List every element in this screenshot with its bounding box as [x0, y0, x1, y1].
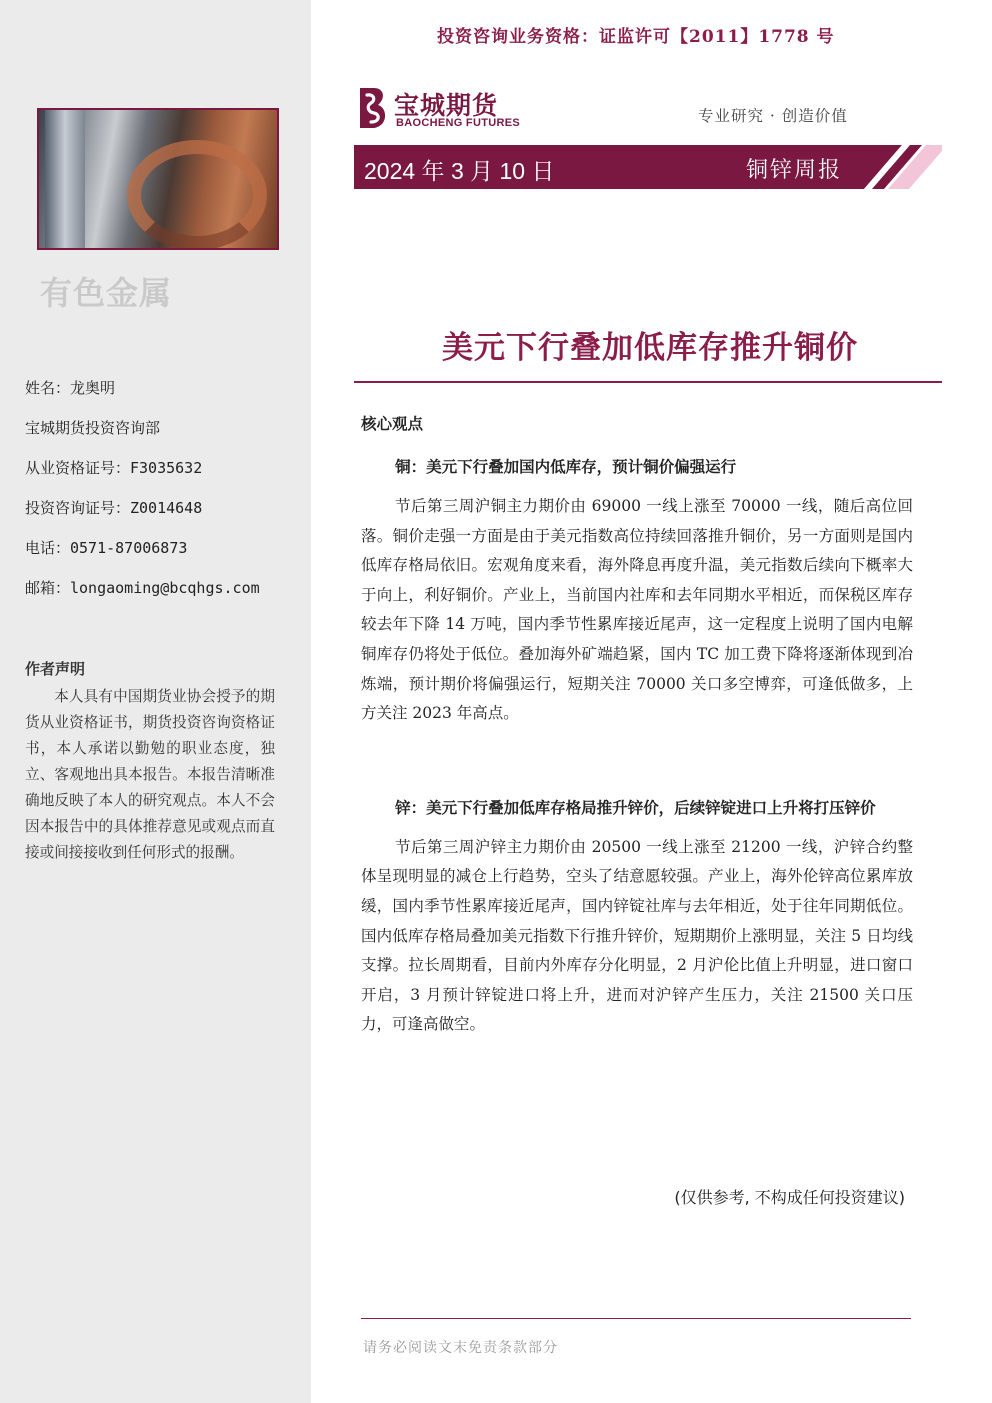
zinc-paragraph: 节后第三周沪锌主力期价由 20500 一线上涨至 21200 一线，沪锌合约整体呈现明显的减仓上行趋势，空头了结意愿较强。产业上，海外伦锌高位累库放缓，国内季节性累库接近尾声，国内锌锭社库与去年相近，处于往年同期低位。国内低库存格局叠加美元指数下行推升锌价，短期期价上涨明显，关注 5 日均线支撑。拉长周期看，目前内外库存分化明显，2 月沪伦比值上升明显，进口窗口开启，3 月预计锌锭进口将上升，进而对沪锌产生压力，关注 21500 关口压力，可逢高做空。 [361, 837, 913, 1034]
declaration-body: 本人具有中国期货业协会授予的期货从业资格证书，期货投资咨询资格证书，本人承诺以勤勉的职业态度，独立、客观地出具本报告。本报告清晰准确地反映了本人的研究观点。本人不会因本报告中的具体推荐意见或观点而直接或间接接收到任何形式的报酬。 [25, 688, 275, 861]
declaration-title: 作者声明 [25, 660, 86, 678]
author-phone: 电话：0571-87006873 [25, 539, 188, 557]
copper-paragraph: 节后第三周沪铜主力期价由 69000 一线上涨至 70000 一线，随后高位回落。铜价走强一方面是由于美元指数高位持续回落推升铜价，另一方面则是国内低库存格局依旧。宏观角度来看，海外降息再度升温，美元指数后续向下概率大于向上，利好铜价。产业上，当前国内社库和去年同期水平相近，而保税区库存较去年下降 14 万吨，国内季节性累库接近尾声，这一定程度上说明了国内电解铜库存仍将处于低位。叠加海外矿端趋紧，国内 TC 加工费下降将逐渐体现到冶炼端，预计期价将偏强运行，短期关注 70000 关口多空博弈，可逢低做多，上方关注 2023 年高点。 [361, 497, 913, 723]
date-banner [354, 145, 942, 189]
report-date: 2024 年 3 月 10 日 [364, 158, 555, 184]
zinc-heading: 锌：美元下行叠加低库存格局推升锌价，后续锌锭进口上升将打压锌价 [395, 798, 876, 817]
core-view-heading: 核心观点 [361, 415, 424, 433]
author-consulting-no: 投资咨询证号：Z0014648 [25, 499, 203, 517]
section-gap [361, 729, 913, 793]
title-divider [354, 381, 942, 383]
logo-english-name: BAOCHENG FUTURES [396, 117, 520, 129]
sidebar [0, 0, 311, 1403]
photo-rod-shape [45, 110, 85, 248]
company-logo [356, 86, 526, 132]
author-name: 姓名：龙奥明 [25, 379, 116, 397]
author-info [25, 378, 295, 618]
sector-label: 有色金属 [40, 274, 173, 312]
copper-heading: 铜：美元下行叠加国内低库存，预计铜价偏强运行 [395, 458, 737, 476]
disclaimer-note: (仅供参考, 不构成任何投资建议) [674, 1188, 905, 1207]
author-email: 邮箱：longaoming@bcqhgs.com [25, 579, 260, 597]
author-qualification-no: 从业资格证号：F3035632 [25, 459, 203, 477]
report-title: 美元下行叠加低库存推升铜价 [442, 330, 858, 366]
footer-note: 请务必阅读文末免责条款部分 [363, 1340, 558, 1356]
cover-photo-copper-coil [37, 108, 279, 250]
logo-chinese-name: 宝城期货 [394, 91, 499, 120]
report-type: 铜锌周报 [746, 158, 843, 183]
author-department: 宝城期货投资咨询部 [25, 419, 161, 437]
photo-coil-shape [127, 140, 267, 250]
slogan: 专业研究 · 创造价值 [698, 107, 848, 125]
license-text: 投资咨询业务资格：证监许可【2011】1778 号 [437, 27, 835, 47]
logo-b-icon [356, 86, 390, 130]
footer-divider [361, 1318, 911, 1319]
main-content [361, 412, 913, 1040]
